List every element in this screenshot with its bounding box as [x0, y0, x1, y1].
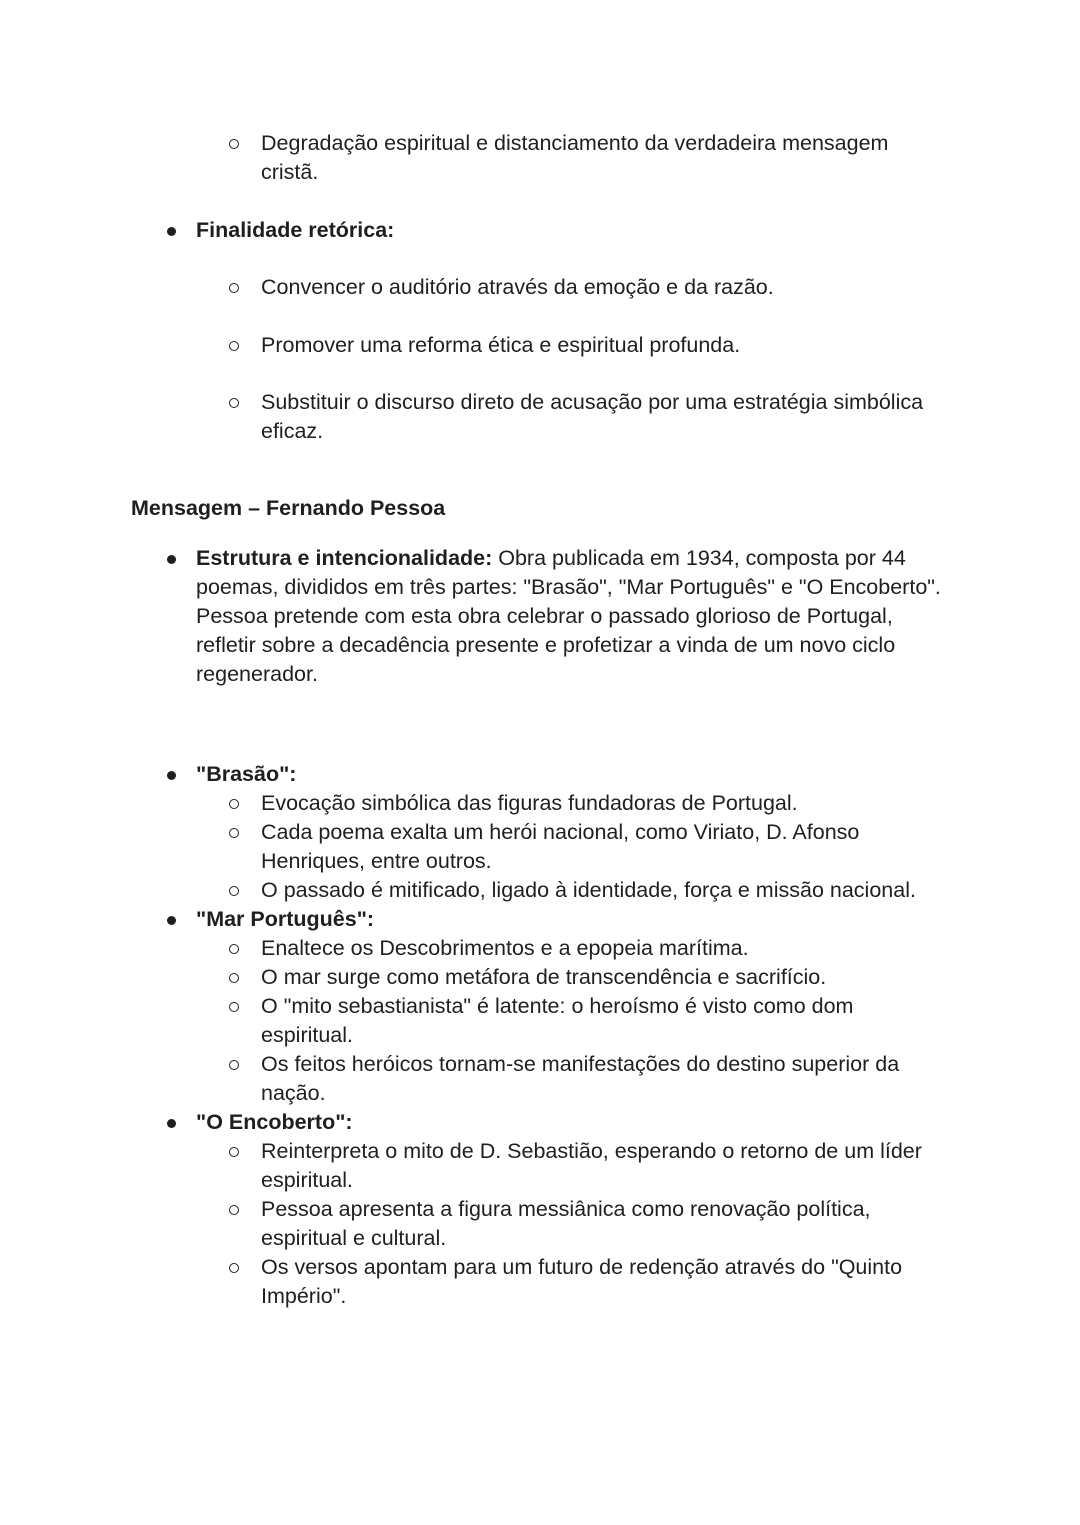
disc-bullet-icon — [167, 1119, 176, 1128]
list-item — [0, 905, 956, 934]
list-item — [0, 331, 951, 360]
list-item — [0, 876, 951, 905]
list-item — [0, 789, 951, 818]
list-item — [0, 544, 956, 689]
circle-bullet-icon — [229, 139, 239, 149]
list-item — [0, 216, 956, 245]
circle-bullet-icon — [229, 1147, 239, 1157]
circle-bullet-icon — [229, 283, 239, 293]
list-item — [0, 1137, 951, 1195]
list-item-text: O mar surge como metáfora de transcendência e sacrifício. — [261, 965, 827, 989]
circle-bullet-icon — [229, 944, 239, 954]
circle-bullet-icon — [229, 1205, 239, 1215]
finalidade-item-2 — [0, 331, 1080, 360]
disc-bullet-icon — [167, 771, 176, 780]
list-item-text: Degradação espiritual e distanciamento da verdadeira mensagem cristã. — [261, 131, 889, 184]
list-item-text: Os feitos heróicos tornam-se manifestações do destino superior da nação. — [261, 1052, 900, 1105]
circle-bullet-icon — [229, 398, 239, 408]
list-item-text: Os versos apontam para um futuro de redenção através do "Quinto Império". — [261, 1255, 903, 1308]
list-item — [0, 760, 956, 789]
list-item-text: Pessoa apresenta a figura messiânica como renovação política, espiritual e cultural. — [261, 1197, 871, 1250]
list-item — [0, 992, 951, 1050]
circle-bullet-icon — [229, 341, 239, 351]
list-item — [0, 818, 951, 876]
list-item-text: Substituir o discurso direto de acusação por uma estratégia simbólica eficaz. — [261, 390, 924, 443]
mar-label: "Mar Português": — [196, 907, 375, 931]
continuation-block — [0, 129, 1080, 187]
list-item-text: O "mito sebastianista" é latente: o heroísmo é visto como dom espiritual. — [261, 994, 854, 1047]
list-item-text: Enaltece os Descobrimentos e a epopeia marítima. — [261, 936, 749, 960]
circle-bullet-icon — [229, 828, 239, 838]
list-item — [0, 1050, 951, 1108]
finalidade-label: Finalidade retórica: — [196, 218, 395, 242]
brasao-label: "Brasão": — [196, 762, 297, 786]
list-item — [0, 388, 951, 446]
list-item-text: Promover uma reforma ética e espiritual profunda. — [261, 333, 741, 357]
disc-bullet-icon — [167, 916, 176, 925]
finalidade-block — [0, 216, 1080, 245]
section-title: Mensagem – Fernando Pessoa — [131, 496, 446, 520]
list-item — [0, 934, 951, 963]
list-item — [0, 1253, 951, 1311]
list-item — [0, 963, 951, 992]
list-item-text: Cada poema exalta um herói nacional, como Viriato, D. Afonso Henriques, entre outros. — [261, 820, 860, 873]
circle-bullet-icon — [229, 1060, 239, 1070]
circle-bullet-icon — [229, 1002, 239, 1012]
list-item-text: Evocação simbólica das figuras fundadoras de Portugal. — [261, 791, 798, 815]
finalidade-item-3 — [0, 388, 1080, 446]
list-item — [0, 129, 951, 187]
disc-bullet-icon — [167, 227, 176, 236]
finalidade-item-1 — [0, 273, 1080, 302]
circle-bullet-icon — [229, 1263, 239, 1273]
circle-bullet-icon — [229, 799, 239, 809]
encoberto-label: "O Encoberto": — [196, 1110, 353, 1134]
list-item — [0, 1195, 951, 1253]
disc-bullet-icon — [167, 555, 176, 564]
list-item-text: O passado é mitificado, ligado à identidade, força e missão nacional. — [261, 878, 916, 902]
brasao-block — [0, 760, 1080, 1311]
list-item-text: Reinterpreta o mito de D. Sebastião, esperando o retorno de um líder espiritual. — [261, 1139, 922, 1192]
estrutura-block — [0, 544, 1080, 689]
estrutura-label: Estrutura e intencionalidade: — [196, 546, 493, 570]
circle-bullet-icon — [229, 886, 239, 896]
list-item — [0, 1108, 956, 1137]
circle-bullet-icon — [229, 973, 239, 983]
list-item-text: Convencer o auditório através da emoção e da razão. — [261, 275, 774, 299]
estrutura-text: Obra publicada em 1934, composta por 44 poemas, divididos em três partes: "Brasão", "Mar Português" e "O Encoberto". Pessoa pretende com esta obra celebrar o passado glorioso de Portugal, refletir sobre a decadência presente e profetizar a vinda de um novo ciclo regenerador. — [196, 546, 941, 686]
list-item — [0, 273, 951, 302]
